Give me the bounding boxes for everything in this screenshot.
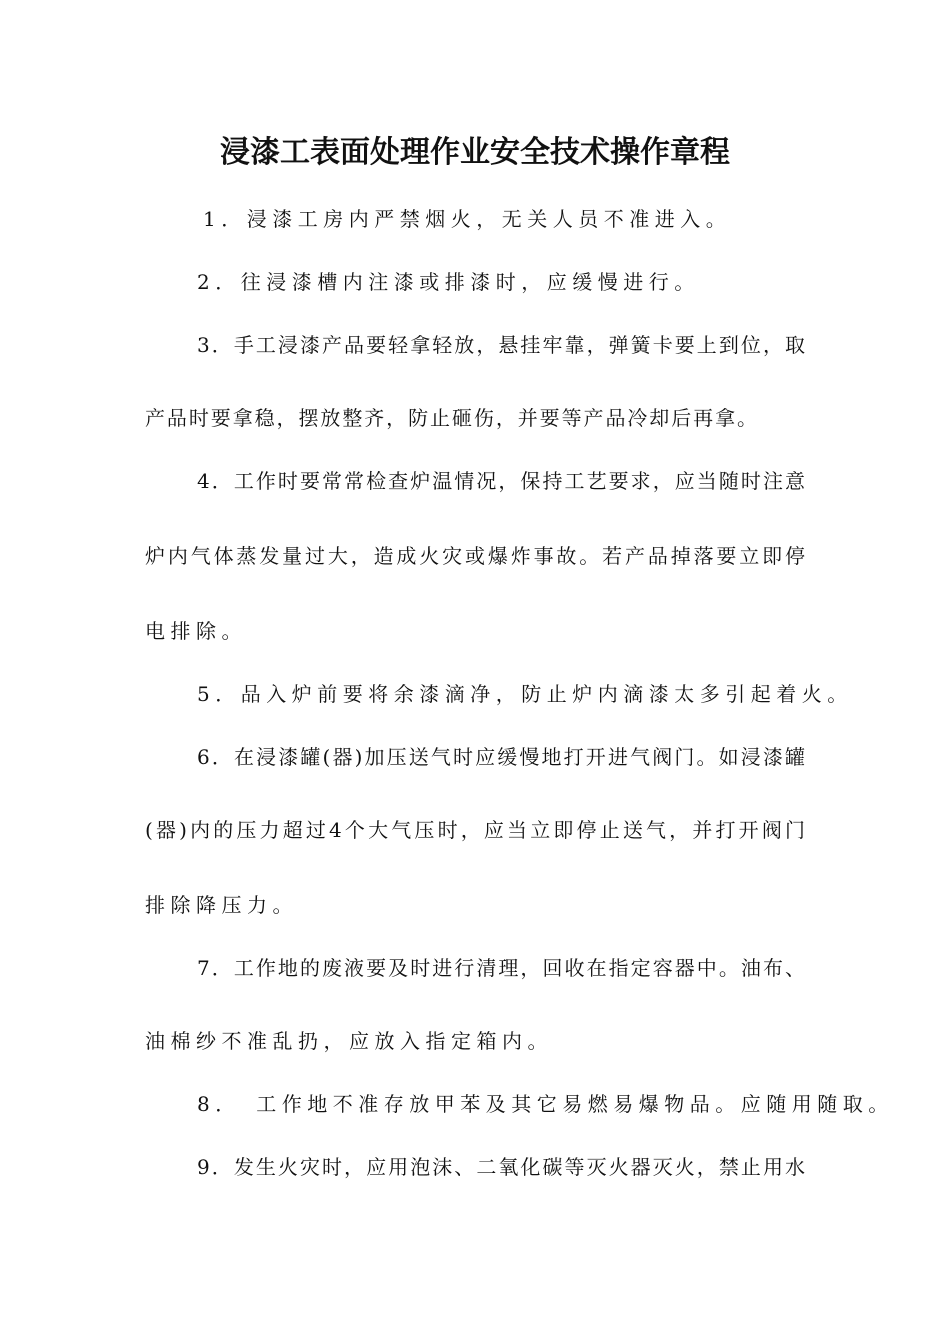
document-title: 浸漆工表面处理作业安全技术操作章程 [220, 135, 730, 170]
paragraph-line: 3．手工浸漆产品要轻拿轻放，悬挂牢靠，弹簧卡要上到位，取 [197, 333, 805, 357]
paragraph-line: 排除降压力。 [145, 893, 298, 917]
paragraph-line: 炉内气体蒸发量过大，造成火灾或爆炸事故。若产品掉落要立即停 [145, 544, 805, 568]
paragraph-line: 8． 工作地不准存放甲苯及其它易燃易爆物品。应随用随取。 [197, 1092, 894, 1116]
paragraph-line: 2．往浸漆槽内注漆或排漆时，应缓慢进行。 [197, 270, 700, 294]
paragraph-line: 电排除。 [145, 619, 247, 643]
paragraph-line: 9．发生火灾时，应用泡沫、二氧化碳等灭火器灭火，禁止用水 [197, 1155, 805, 1179]
paragraph-line: 产品时要拿稳，摆放整齐，防止砸伤，并要等产品冷却后再拿。 [145, 406, 757, 430]
paragraph-line: 6．在浸漆罐(器)加压送气时应缓慢地打开进气阀门。如浸漆罐 [197, 745, 805, 769]
paragraph-line: 7．工作地的废液要及时进行清理，回收在指定容器中。油布、 [197, 956, 805, 980]
paragraph-line: 油棉纱不准乱扔，应放入指定箱内。 [145, 1029, 553, 1053]
paragraph-line: 4．工作时要常常检查炉温情况，保持工艺要求，应当随时注意 [197, 469, 805, 493]
paragraph-line: 5．品入炉前要将余漆滴净，防止炉内滴漆太多引起着火。 [197, 682, 853, 706]
paragraph-line: 1．浸漆工房内严禁烟火，无关人员不准进入。 [203, 207, 732, 231]
paragraph-line: (器)内的压力超过4个大气压时，应当立即停止送气，并打开阀门 [145, 818, 805, 842]
